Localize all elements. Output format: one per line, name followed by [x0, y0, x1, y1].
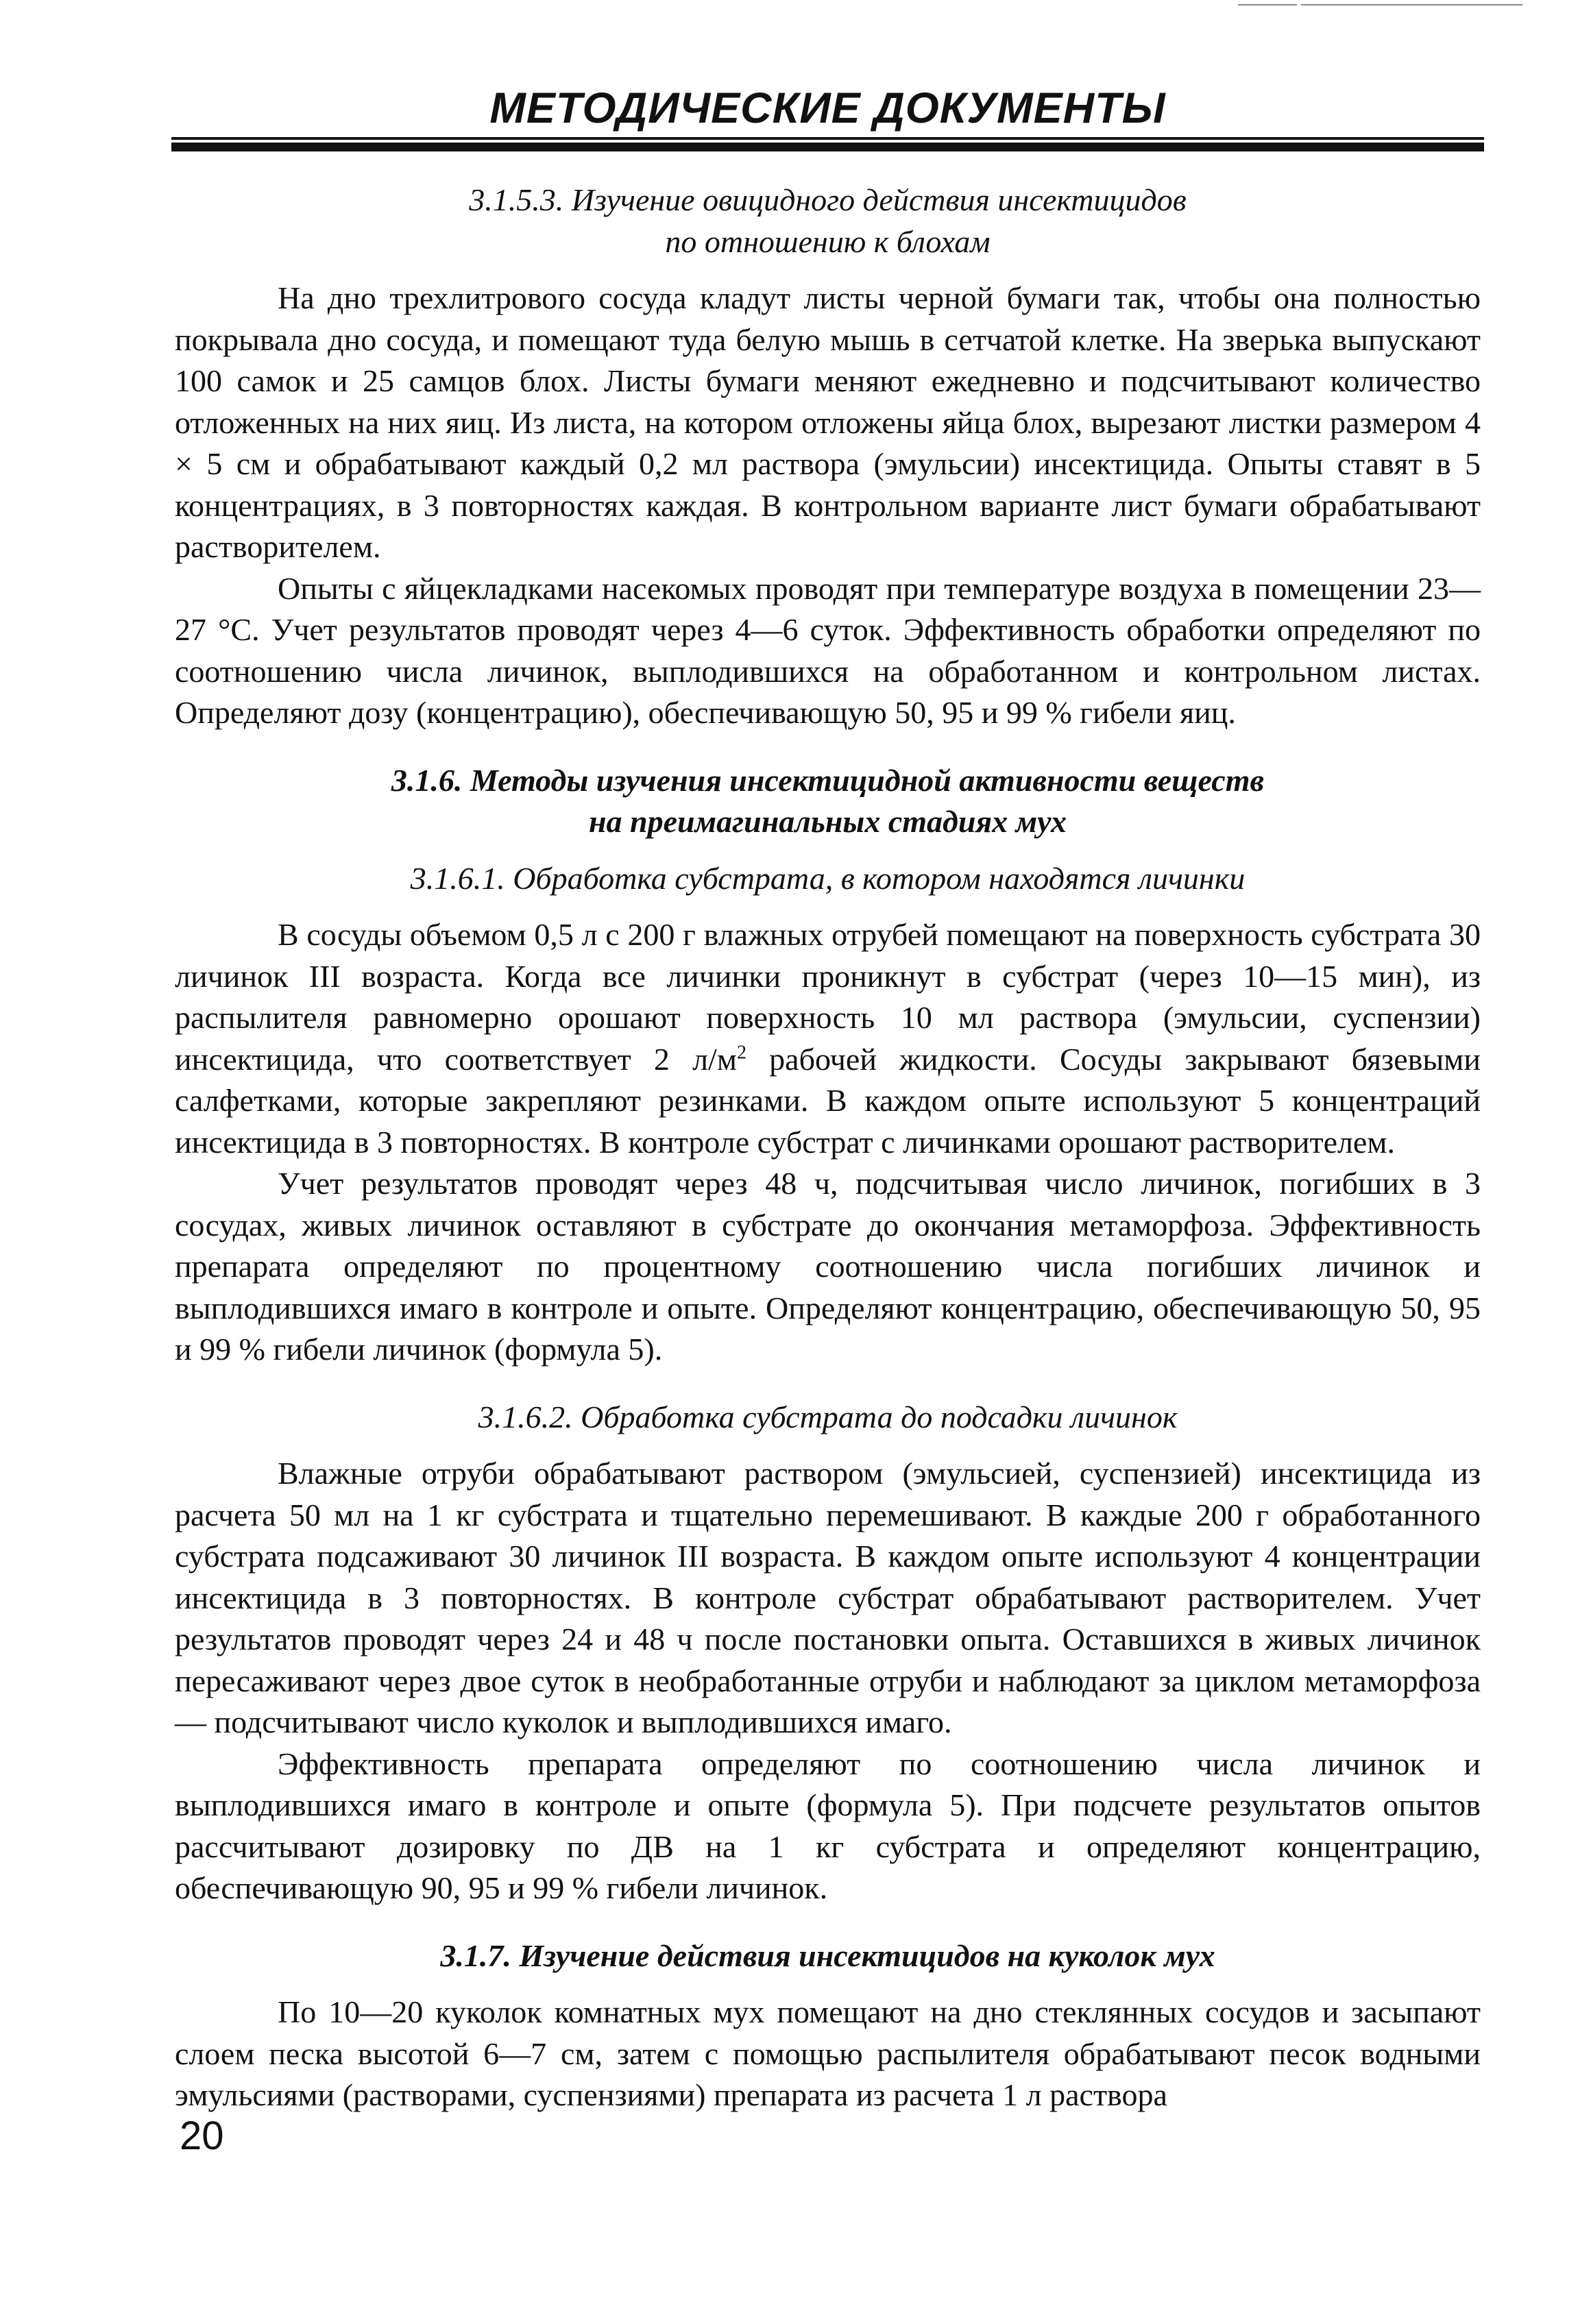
paragraph: Эффективность препарата определяют по соотношению числа личинок и выплодившихся имаго в контроле и опыте (формула 5). При подсчете результатов опытов рассчитывают дозировку по ДВ на 1 кг субстрата и определяют концентрацию, обеспечивающую 90, 95 и 99 % гибели личинок.: [175, 1746, 1481, 1905]
subsection-heading-3-1-5-3: [175, 180, 1481, 262]
paragraph: По 10—20 куколок комнатных мух помещают на дно стеклянных сосудов и засыпают слоем песка высотой 6—7 см, затем с помощью распылителя обрабатывают песок водными эмульсиями (растворами, суспензиями) препарата из расчета 1 л раствора: [175, 1994, 1481, 2112]
running-header-title: МЕТОДИЧЕСКИЕ ДОКУМЕНТЫ: [489, 84, 1166, 132]
paragraph: Учет результатов проводят через 48 ч, подсчитывая число личинок, погибших в 3 сосудах, живых личинок оставляют в субстрате до окончания метаморфоза. Эффективность препарата определяют по процентному соотношению числа погибших личинок и выплодившихся имаго в контроле и опыте. Определяют концентрацию, обеспечивающую 50, 95 и 99 % гибели личинок (формула 5).: [175, 1166, 1481, 1367]
scan-edge-line: [1301, 4, 1522, 5]
superscript: 2: [736, 1042, 746, 1064]
heading-line: по отношению к блохам: [665, 223, 991, 259]
heading-line: на преимагинальных стадиях мух: [589, 804, 1067, 839]
subsection-heading-3-1-6-2: 3.1.6.2. Обработка субстрата до подсадки личинок: [478, 1399, 1178, 1434]
scan-edge-line: [1238, 4, 1297, 5]
heading-line: 3.1.5.3. Изучение овицидного действия инсектицидов: [469, 182, 1187, 217]
section-heading-3-1-7: 3.1.7. Изучение действия инсектицидов на куколок мух: [440, 1937, 1215, 1973]
paragraph: Влажные отруби обрабатывают раствором (эмульсией, суспензией) инсектицида из расчета 50 мл на 1 кг субстрата и тщательно перемешивают. В каждые 200 г обработанного субстрата подсаживают 30 личинок III возраста. В каждом опыте используют 4 концентрации инсектицида в 3 повторностях. В контроле субстрат обрабатывают растворителем. Учет результатов проводят через 24 и 48 ч после постановки опыта. Оставшихся в живых личинок пересаживают через двое суток в необработанные отруби и наблюдают за циклом метаморфоза — подсчитывают число куколок и выплодившихся имаго.: [175, 1456, 1481, 1739]
page-body: [175, 180, 1481, 2116]
header-rule-thick: [171, 143, 1484, 151]
paragraph-text: В сосуды объемом 0,5 л с 200 г влажных отрубей помещают на поверхность субстрата 30 личинок III возраста. Когда все личинки проникнут в субстрат (через 10—15 мин), из распылителя равномерно орошают поверхность 10 мл раствора (эмульсии, суспензии) инсектицида, что соответствует 2 л/м: [175, 917, 1481, 1077]
page-number: 20: [180, 2114, 224, 2158]
heading-line: 3.1.6. Методы изучения инсектицидной активности веществ: [391, 762, 1265, 798]
header-rule-thin: [171, 137, 1484, 140]
paragraph: Опыты с яйцекладками насекомых проводят при температуре воздуха в помещении 23—27 °С. Учет результатов проводят через 4—6 суток. Эффективность обработки определяют по соотношению числа личинок, выплодившихся на обработанном и контрольном листах. Определяют дозу (концентрацию), обеспечивающую 50, 95 и 99 % гибели яиц.: [175, 570, 1481, 730]
paragraph-text: рабочей жидкости. Сосуды закрывают бязевыми салфетками, которые закрепляют резинками. В каждом опыте используют 5 концентраций инсектицида в 3 повторностях. В контроле субстрат с личинками орошают растворителем.: [175, 1041, 1481, 1160]
section-heading-3-1-6: [175, 760, 1481, 843]
paragraph: [175, 914, 1481, 1163]
paragraph: На дно трехлитрового сосуда кладут листы черной бумаги так, чтобы она полностью покрывала дно сосуда, и помещают туда белую мышь в сетчатой клетке. На зверька выпускают 100 самок и 25 самцов блох. Листы бумаги меняют ежедневно и подсчитывают количество отложенных на них яиц. Из листа, на котором отложены яйца блох, вырезают листки размером 4 × 5 см и обрабатывают каждый 0,2 мл раствора (эмульсии) инсектицида. Опыты ставят в 5 концентрациях, в 3 повторностях каждая. В контрольном варианте лист бумаги обрабатывают растворителем.: [175, 280, 1481, 564]
subsection-heading-3-1-6-1: 3.1.6.1. Обработка субстрата, в котором находятся личинки: [410, 860, 1246, 896]
